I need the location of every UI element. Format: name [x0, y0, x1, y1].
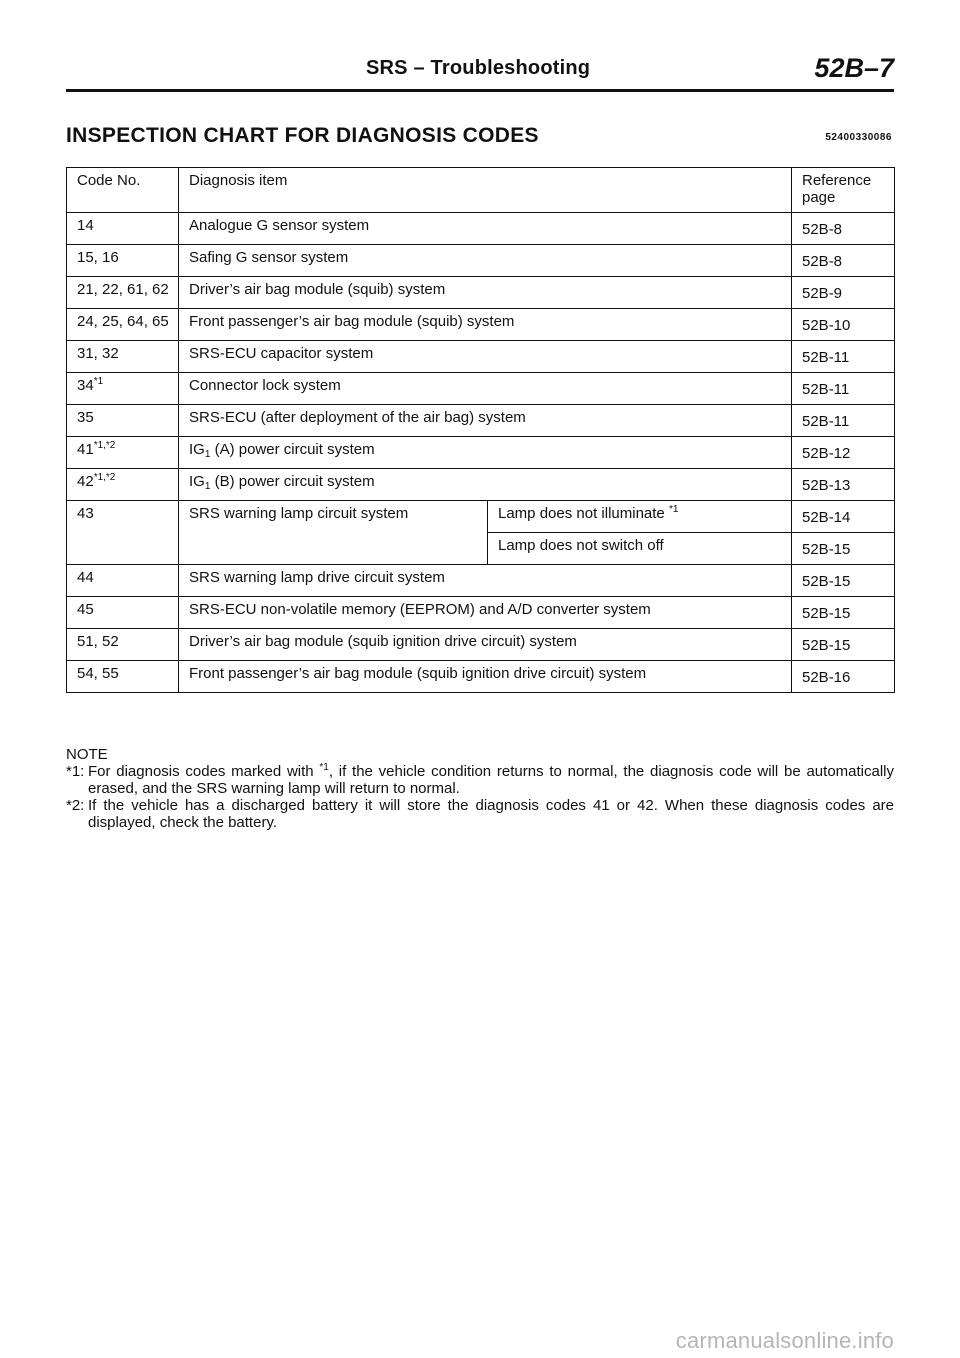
diagnosis-code-table: [66, 167, 895, 693]
note-1: [66, 763, 894, 797]
item-cell: [179, 469, 792, 501]
code-text: 41: [77, 441, 94, 458]
code-cell: 15, 16: [67, 245, 179, 277]
table-row: [67, 277, 895, 309]
ref-cell: 52B-11: [792, 341, 895, 373]
ref-cell: 52B-8: [792, 213, 895, 245]
code-cell: [67, 469, 179, 501]
table-header-row: [67, 168, 895, 213]
table-row: [67, 597, 895, 629]
ref-cell: 52B-9: [792, 277, 895, 309]
ref-cell: 52B-16: [792, 661, 895, 693]
note-marker: *1:: [66, 763, 85, 780]
page-number: 52B–7: [814, 53, 894, 83]
code-cell: [67, 373, 179, 405]
note-2: [66, 797, 894, 831]
ref-cell: 52B-15: [792, 533, 895, 565]
code-cell: 35: [67, 405, 179, 437]
item-cell: SRS-ECU non-volatile memory (EEPROM) and A/D converter system: [179, 597, 792, 629]
footnote-mark: *1: [668, 504, 679, 515]
ref-cell: 52B-8: [792, 245, 895, 277]
code-text: 42: [77, 473, 94, 490]
table-row: [67, 437, 895, 469]
table-row: [67, 661, 895, 693]
item-cell: SRS-ECU capacitor system: [179, 341, 792, 373]
item-cell: SRS warning lamp circuit system: [179, 501, 488, 565]
footnote-mark: *1: [319, 762, 329, 773]
document-code: 52400330086: [825, 132, 892, 143]
footnote-mark: *1,*2: [93, 440, 116, 451]
header-ref: Reference page: [792, 168, 895, 213]
item-text: IG: [189, 441, 205, 458]
item-text: (A) power circuit system: [210, 441, 375, 458]
item-text: (B) power circuit system: [210, 473, 375, 490]
page-header: [66, 55, 894, 92]
table-row: [67, 245, 895, 277]
item-cell: SRS warning lamp drive circuit system: [179, 565, 792, 597]
sub-item-cell: Lamp does not switch off: [488, 533, 792, 565]
item-cell: Connector lock system: [179, 373, 792, 405]
item-text: IG: [189, 473, 205, 490]
ref-cell: 52B-12: [792, 437, 895, 469]
ref-cell: 52B-10: [792, 309, 895, 341]
code-cell: 45: [67, 597, 179, 629]
note-text: For diagnosis codes marked with: [88, 763, 320, 780]
section-title: SRS – Troubleshooting: [366, 57, 591, 79]
code-cell: 21, 22, 61, 62: [67, 277, 179, 309]
header-item: Diagnosis item: [179, 168, 792, 213]
sub-item-text: Lamp does not illuminate: [498, 505, 669, 522]
item-cell: [179, 437, 792, 469]
footnote-mark: *1,*2: [93, 472, 116, 483]
item-cell: Analogue G sensor system: [179, 213, 792, 245]
item-cell: SRS-ECU (after deployment of the air bag) system: [179, 405, 792, 437]
code-cell: 44: [67, 565, 179, 597]
footnote-mark: *1: [93, 376, 104, 387]
watermark: carmanualsonline.info: [675, 1328, 894, 1353]
item-cell: Front passenger’s air bag module (squib) system: [179, 309, 792, 341]
code-cell: 14: [67, 213, 179, 245]
table-row: [67, 405, 895, 437]
item-cell: Driver’s air bag module (squib ignition drive circuit) system: [179, 629, 792, 661]
note-marker: *2:: [66, 797, 85, 814]
item-cell: Safing G sensor system: [179, 245, 792, 277]
item-cell: Driver’s air bag module (squib) system: [179, 277, 792, 309]
note-text: If the vehicle has a discharged battery it will store the diagnosis codes 41 or 42. When these diagnosis codes are displayed, check the battery.: [88, 797, 894, 831]
code-text: 34: [77, 377, 94, 394]
table-row: [67, 341, 895, 373]
table-row: [67, 501, 895, 533]
ref-cell: 52B-15: [792, 565, 895, 597]
ref-cell: 52B-15: [792, 629, 895, 661]
item-cell: Front passenger’s air bag module (squib ignition drive circuit) system: [179, 661, 792, 693]
ref-cell: 52B-15: [792, 597, 895, 629]
code-cell: 43: [67, 501, 179, 565]
ref-cell: 52B-11: [792, 405, 895, 437]
table-row: [67, 469, 895, 501]
ref-cell: 52B-14: [792, 501, 895, 533]
note-text: , if the vehicle condition returns to normal, the diagnosis code will be automatically erased, and the SRS warning lamp will return to normal.: [88, 763, 895, 797]
code-cell: 51, 52: [67, 629, 179, 661]
code-cell: 54, 55: [67, 661, 179, 693]
code-cell: [67, 437, 179, 469]
item-subscript: 1: [204, 481, 211, 492]
item-subscript: 1: [204, 449, 211, 460]
table-row: [67, 309, 895, 341]
header-code: Code No.: [67, 168, 179, 213]
ref-cell: 52B-11: [792, 373, 895, 405]
note-heading: NOTE: [66, 746, 108, 763]
notes-section: [66, 746, 894, 831]
table-row: [67, 565, 895, 597]
ref-cell: 52B-13: [792, 469, 895, 501]
code-cell: 31, 32: [67, 341, 179, 373]
table-row: [67, 213, 895, 245]
sub-item-cell: [488, 501, 792, 533]
chart-title: INSPECTION CHART FOR DIAGNOSIS CODES: [66, 124, 539, 147]
table-row: [67, 373, 895, 405]
code-cell: 24, 25, 64, 65: [67, 309, 179, 341]
table-row: [67, 629, 895, 661]
